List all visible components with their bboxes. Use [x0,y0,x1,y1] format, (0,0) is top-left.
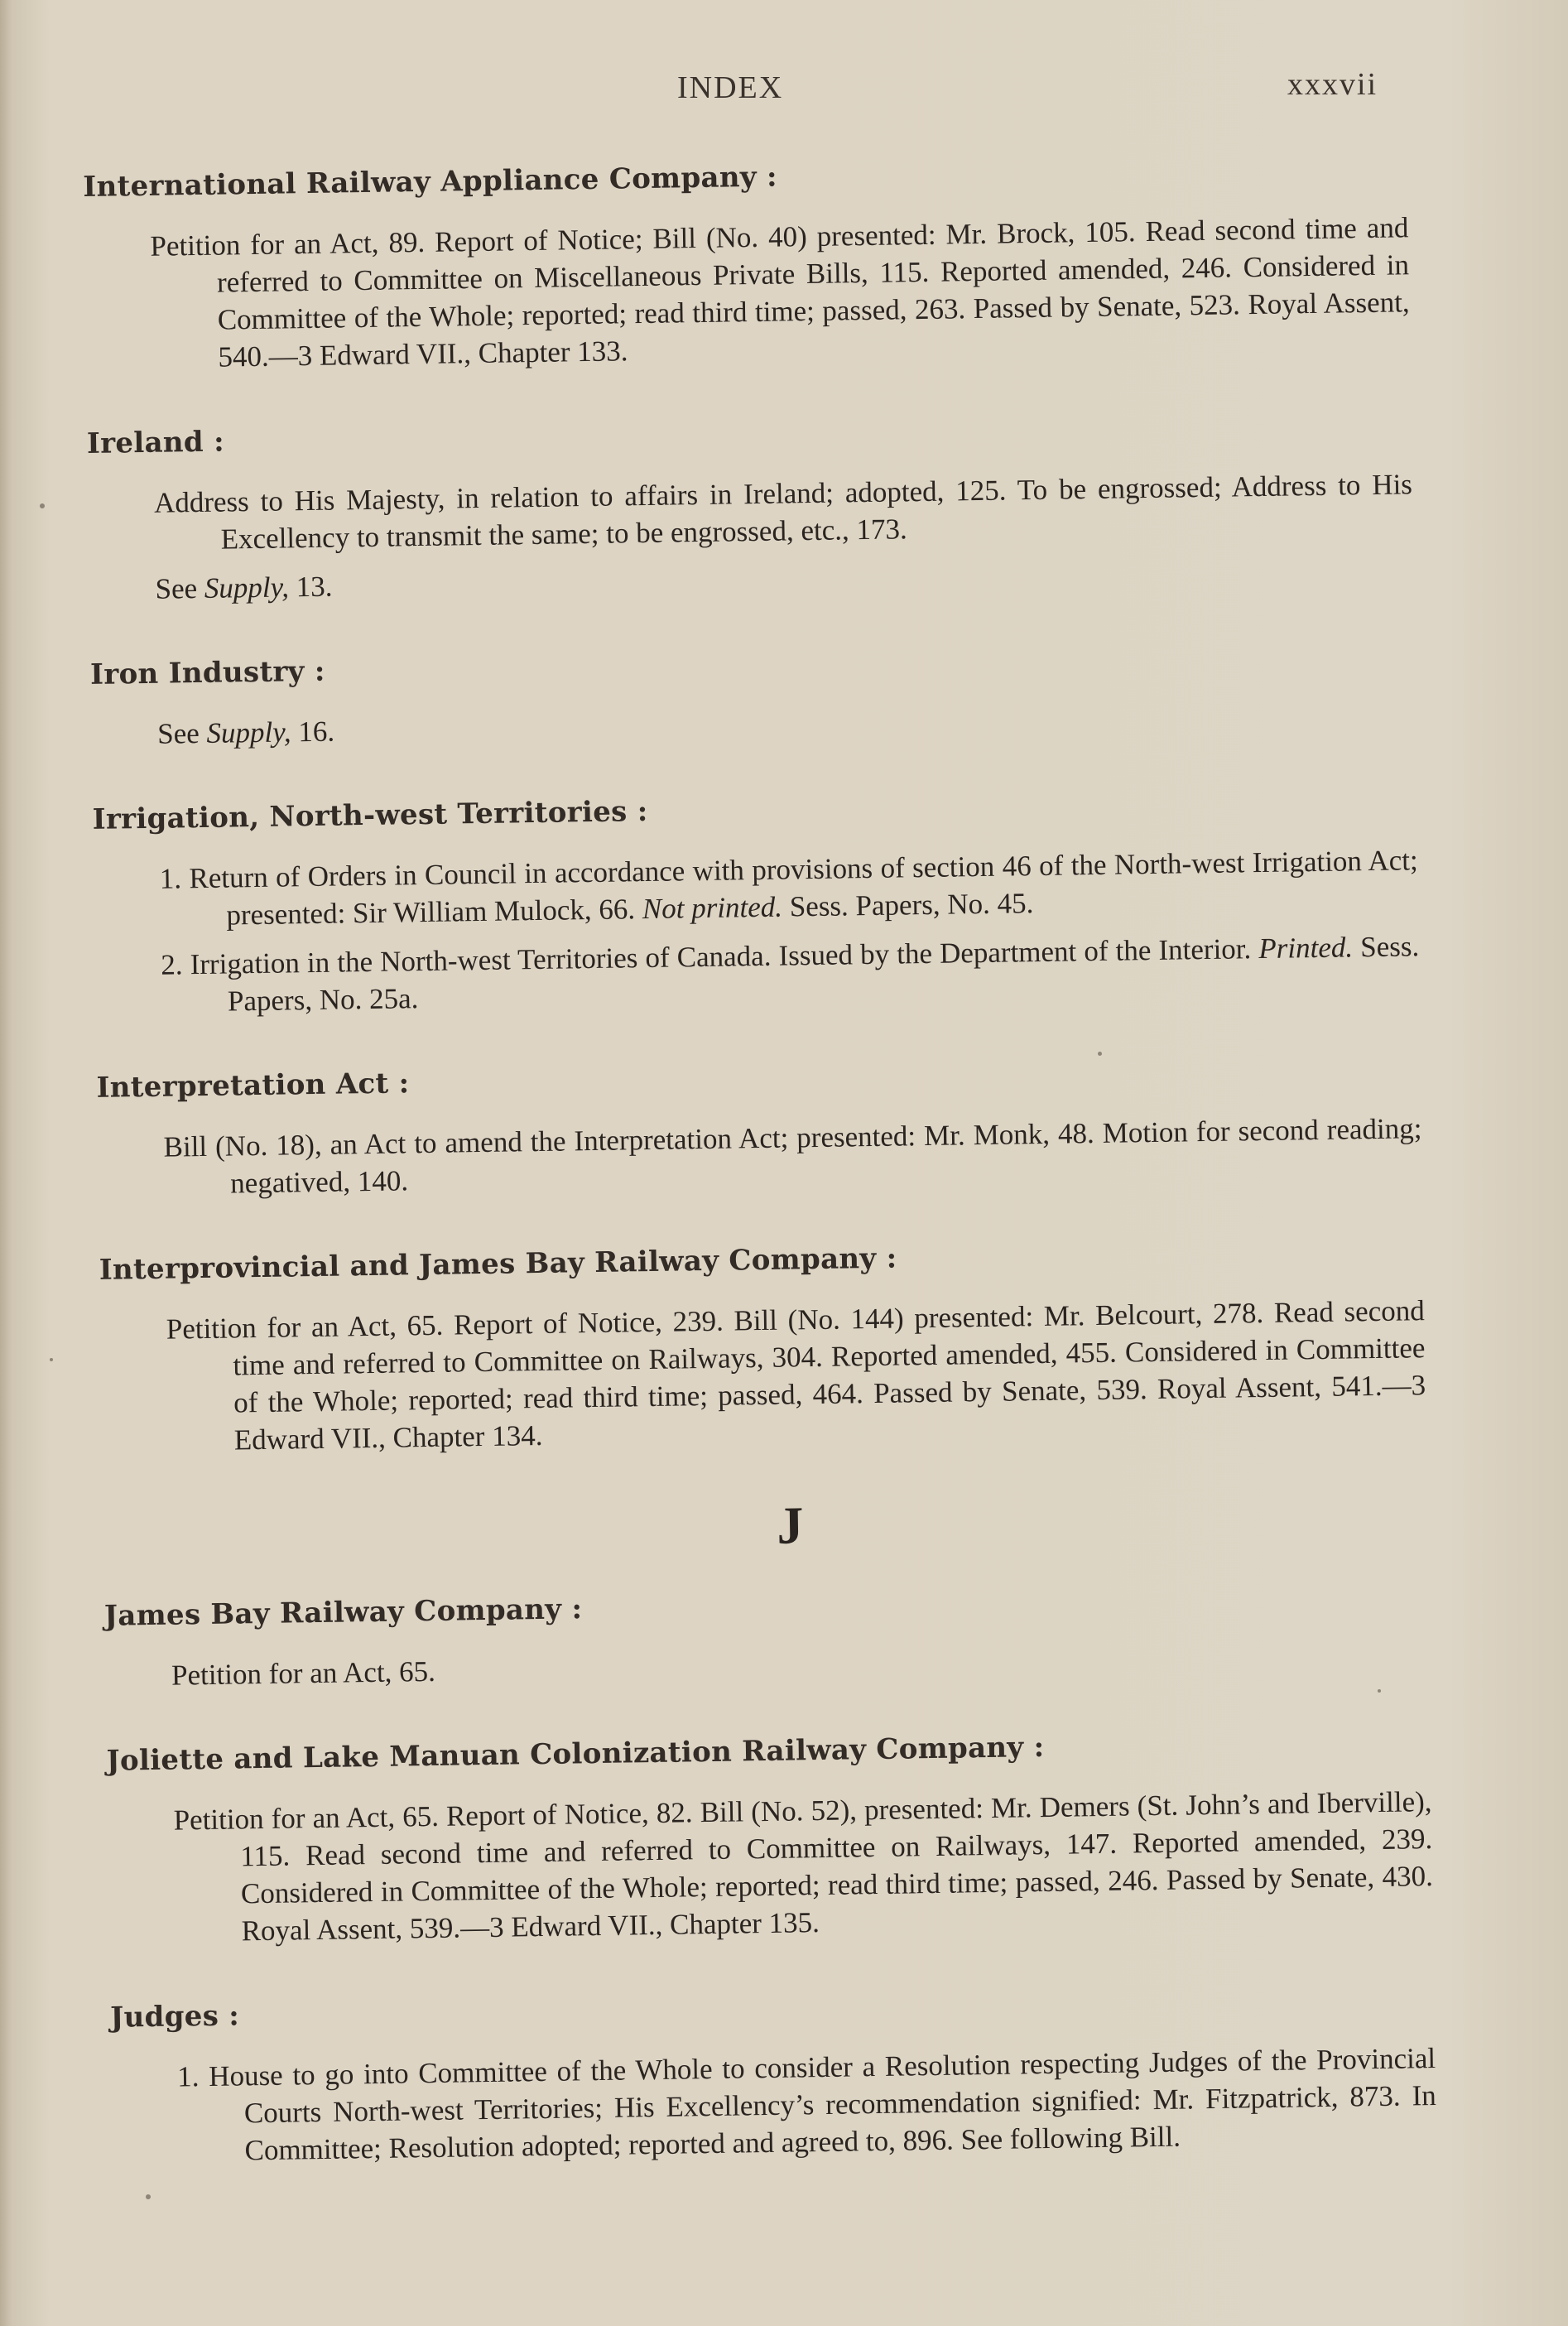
item-text: Return of Orders in Council in accordance with provisions of section 46 of the North-west Irrigation Act; presented: Sir William Mulock, 66. [189,844,1418,932]
section-letter: J [776,1495,804,1555]
entry-text: Bill (No. 18), an Act to amend the Interpretation Act; presented: Mr. Monk, 48. Motion for second reading; negatived, 140. [163,1112,1422,1200]
see-reference [157,696,1416,753]
entry-heading: Irrigation, North-west Territories : [92,794,648,836]
item-session-paper: Sess. Papers, No. 45. [789,887,1034,923]
page-title: INDEX [677,70,784,105]
entry-text: Petition for an Act, 89. Report of Notice; Bill (No. 40) presented: Mr. Brock, 105. Read second time and referred to Committee on Miscellaneous Private Bills, 115. Reported amended, 246. Considered in Committee of the Whole; reported; read third time; passed, 263. Passed by Senate, 523. Royal Assent, 540.—3 Edward VII., Chapter 133. [150,211,1410,373]
see-prefix: See [155,571,205,605]
index-entry [106,1720,1434,1952]
item-status: Printed. [1258,931,1354,966]
index-entry [104,1575,1431,1695]
index-entry [83,146,1411,378]
entries-after-j [104,1575,1437,2171]
item-text: House to go into Committee of the Whole to consider a Resolution respecting Judges of the Provincial Courts North-west Territories; His Excellency’s recommendation signified: Mr. Fitzpatrick, 873. In Committee; Resolution adopted; reported and agreed to, 896. See following Bill. [208,2042,1437,2167]
index-entry [99,1229,1426,1461]
entry-heading: Interprovincial and James Bay Railway Company : [99,1241,897,1287]
entry-heading: Ireland : [86,425,225,460]
item-number: 1. [176,2060,200,2093]
paper-speck [40,503,45,508]
see-prefix: See [156,716,207,750]
see-page: 16. [291,715,335,749]
running-head [0,66,1568,116]
numbered-item [161,927,1420,1021]
index-entry [110,1977,1437,2171]
entry-text: Petition for an Act, 65. Report of Notice, 239. Bill (No. 144) presented: Mr. Belcourt, 278. Read second time and referred to Committee on Railways, 304. Reported amended, 455. Considered in Committee of the Whole; reported; read third time; passed, 464. Passed by Senate, 539. Royal Assent, 541.—3 Edward VII., Chapter 134. [166,1294,1426,1457]
index-entry [90,633,1416,754]
entry-heading: Joliette and Lake Manuan Colonization Railway Company : [106,1730,1045,1778]
see-reference [155,551,1414,608]
index-content [83,146,1438,2215]
see-page: 13. [288,570,333,604]
entry-text: Petition for an Act, 65. Report of Notice, 82. Bill (No. 52), presented: Mr. Demers (St. John’s and Iberville), 115. Read second time and referred to Committee on Railways, 147. Reported amended, 239. Considered in Committee of the Whole; reported; read third time; passed, 246. Passed by Senate, 430. Royal Assent, 539.—3 Edward VII., Chapter 135. [173,1785,1434,1948]
see-target: Supply, [206,715,291,749]
item-status: Not printed. [642,890,783,926]
index-entry [96,1047,1422,1204]
paper-speck [146,2194,151,2199]
see-target: Supply, [204,571,290,604]
item-number: 2. [161,948,183,981]
entry-heading: Judges : [109,1999,240,2035]
entry-heading: International Railway Appliance Company : [83,160,778,204]
page-number: xxxvii [1287,67,1378,102]
numbered-item [159,841,1418,935]
index-entry [87,402,1414,609]
entry-text: Petition for an Act, 65. [171,1654,436,1692]
entry-heading: James Bay Railway Company : [103,1592,583,1633]
numbered-item [177,2039,1437,2170]
paper-speck [1378,1689,1381,1693]
paper-speck [50,1358,53,1361]
item-session-paper: Sess. Papers, No. 25a. [227,930,1420,1018]
item-number: 1. [159,862,182,895]
entry-heading: Iron Industry : [89,654,325,691]
paper-speck [1098,1052,1102,1056]
item-text: Irrigation in the North-west Territories of Canada. Issued by the Department of the Interior. [190,932,1252,981]
index-entry [92,778,1420,1022]
entry-text: Address to His Majesty, in relation to affairs in Ireland; adopted, 125. To be engrossed; Address to His Excellency to transmit the same; to be engrossed, etc., 173. [153,468,1413,556]
entries-before-j [83,146,1426,1461]
entry-heading: Interpretation Act : [96,1067,410,1105]
